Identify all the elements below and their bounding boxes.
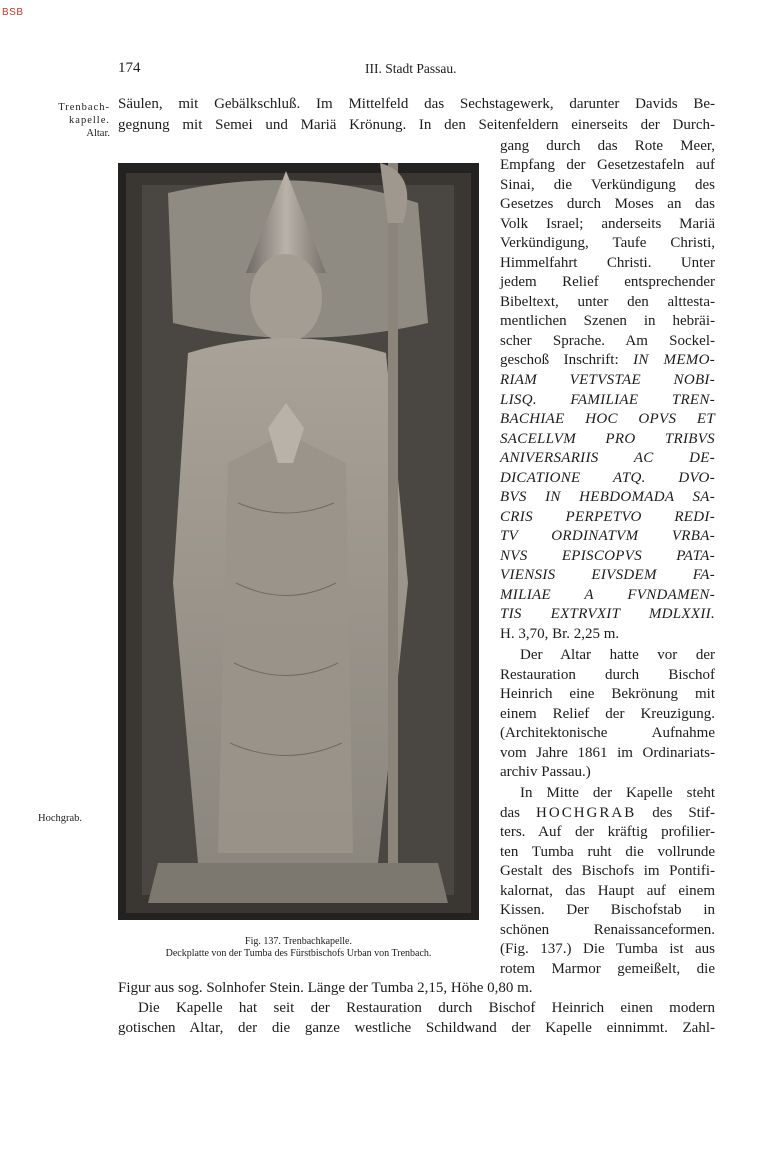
hochgrab-pre: das [500,805,520,821]
hochgrab-line [500,805,715,822]
inscription-line: MILIAE A FVNDAMEN- [500,587,715,603]
margin-note-line: Altar. [86,128,110,139]
column-text-line: vom Jahre 1861 im Ordinariats- [500,745,715,761]
column-text-line: Himmelfahrt Christi. Unter [500,255,715,271]
inscription-line: DICATIONE ATQ. DVO- [500,470,715,486]
figure-photo [118,163,479,920]
inscription-intro-line [500,352,715,369]
column-text-line: Heinrich eine Bekrönung mit [500,686,715,702]
hochgrab-post: des Stif- [652,805,715,821]
inscription-line: TIS EXTRVXIT MDLXXII. [500,606,715,622]
column-text-line: In Mitte der Kapelle steht [520,785,715,801]
inscription-line: ANIVERSARIIS AC DE- [500,450,715,466]
column-text-line: archiv Passau.) [500,764,591,780]
margin-note-hochgrab: Hochgrab. [38,813,83,824]
hochgrab-term: HOCHGRAB [536,805,637,821]
running-head: III. Stadt Passau. [365,61,457,76]
column-text-line: jedem Relief entsprechender [500,274,715,290]
text-line: gegnung mit Semei und Mariä Krönung. In den Seitenfeldern einerseits der Durch- [118,117,715,133]
column-text-line: (Architektonische Aufnahme [500,725,715,741]
inscription-line: TV ORDINATVM VRBA- [500,528,715,544]
inscription-text: IN MEMO- [633,352,716,368]
inscription-line: VIENSIS EIVSDEM FA- [500,567,715,583]
column-text-line: Sinai, die Verkündigung des [500,177,715,193]
column-text-line: scher Sprache. Am Sockel- [500,333,715,349]
inscription-line: CRIS PERPETVO REDI- [500,509,715,525]
column-text-line: ters. Auf der kräftig profilier- [500,824,715,840]
column-text-line: Bibeltext, unter den alttesta- [500,294,715,310]
column-text-line: (Fig. 137.) Die Tumba ist aus [500,941,715,957]
column-text-line: Volk Israel; anderseits Mariä [500,216,715,232]
inscription-line: RIAM VETVSTAE NOBI- [500,372,715,388]
column-text-line: ten Tumba ruht die vollrunde [500,844,715,860]
inscription-line: LISQ. FAMILIAE TREN- [500,392,715,408]
column-text-line: Gestalt des Bischofs im Pontifi- [500,863,715,879]
inscription-intro: geschoß Inschrift: [500,352,619,368]
column-text-line: einem Relief der Kreuzigung. [500,706,715,722]
column-text-line: rotem Marmor gemeißelt, die [500,961,715,977]
inscription-line: NVS EPISCOPVS PATA- [500,548,715,564]
column-text-line: kalornat, das Haupt auf einem [500,883,715,899]
margin-note-trenbach [40,101,110,140]
column-text-line: gang durch das Rote Meer, [500,138,715,154]
inscription-line: SACELLVM PRO TRIBVS [500,431,715,447]
column-text-line: Restauration durch Bischof [500,667,715,683]
dimensions-line: H. 3,70, Br. 2,25 m. [500,626,620,642]
margin-note-line: Trenbach- [58,102,110,113]
figure-caption-description: Deckplatte von der Tumba des Fürstbischofs Urban von Trenbach. [165,948,432,959]
column-text-line: Empfang der Gesetzestafeln auf [500,157,715,173]
margin-note-line: kapelle. [69,115,110,126]
inscription-line: BVS IN HEBDOMADA SA- [500,489,715,505]
column-text-line: Gesetzes durch Moses an das [500,196,715,212]
column-text-line: Der Altar hatte vor der [520,647,715,663]
column-text-line: Verkündigung, Taufe Christi, [500,235,715,251]
text-line: Figur aus sog. Solnhofer Stein. Länge der Tumba 2,15, Höhe 0,80 m. [118,980,533,996]
figure-caption-title: Fig. 137. Trenbachkapelle. [245,936,352,947]
text-line: gotischen Altar, der die ganze westliche Schildwand der Kapelle einnimmt. Zahl- [118,1020,715,1036]
column-text-line: Kissen. Der Bischofstab in [500,902,715,918]
page-number: 174 [118,60,141,76]
column-text-line: schönen Renaissanceformen. [500,922,715,938]
text-line: Die Kapelle hat seit der Restauration durch Bischof Heinrich einen modern [138,1000,715,1016]
inscription-line: BACHIAE HOC OPVS ET [500,411,715,427]
column-text-line: mentlichen Szenen in hebräi- [500,313,715,329]
library-watermark: BSB [2,7,24,18]
tomb-slab-effigy-image [118,163,479,920]
text-line: Säulen, mit Gebälkschluß. Im Mittelfeld das Sechstagewerk, darunter Davids Be- [118,96,715,112]
